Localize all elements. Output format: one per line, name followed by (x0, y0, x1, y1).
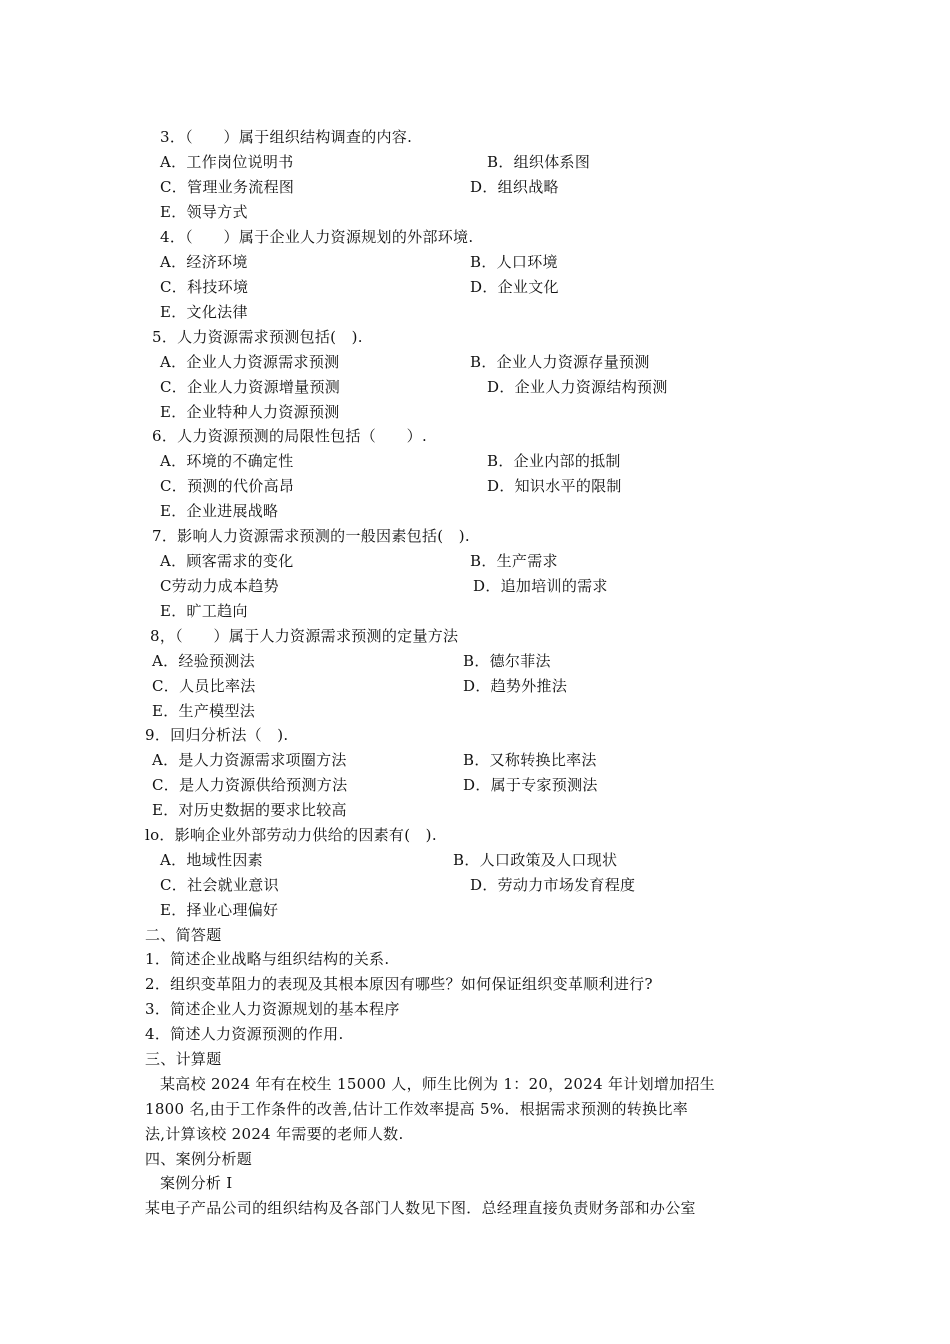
question-7-option-b: B．生产需求 (470, 552, 558, 570)
question-10-option-b: B．人口政策及人口现状 (453, 851, 618, 869)
question-3-option-d: D．组织战略 (470, 178, 559, 196)
question-5-option-d: D．企业人力资源结构预测 (487, 378, 668, 396)
calculation-line-1: 某高校 2024 年有在校生 15000 人，师生比例为 1：20，2024 年计划增加招生 (160, 1075, 716, 1093)
question-10-stem: lo．影响企业外部劳动力供给的因素有( ). (145, 826, 437, 844)
question-4-option-a: A．经济环境 (160, 253, 248, 271)
short-answer-item-3: 3．简述企业人力资源规划的基本程序 (145, 1000, 400, 1018)
question-10-option-e: E．择业心理偏好 (160, 901, 279, 919)
question-8-option-d: D．趋势外推法 (463, 677, 568, 695)
section-4-heading: 四、案例分析题 (145, 1150, 253, 1168)
question-7-option-d: D．追加培训的需求 (473, 577, 608, 595)
question-5-stem: 5．人力资源需求预测包括( ). (152, 328, 363, 346)
question-10-option-d: D．劳动力市场发育程度 (470, 876, 636, 894)
question-9-option-d: D．属于专家预测法 (463, 776, 598, 794)
case-title: 案例分析 I (160, 1174, 233, 1192)
question-7-option-e: E．旷工趋向 (160, 602, 248, 620)
question-8-option-a: A．经验预测法 (152, 652, 255, 670)
question-6-option-a: A．环境的不确定性 (160, 452, 294, 470)
question-5-option-b: B．企业人力资源存量预测 (470, 353, 650, 371)
question-3-stem: 3．（ ）属于组织结构调查的内容. (160, 128, 413, 146)
question-8-option-e: E．生产模型法 (152, 702, 256, 720)
section-3-heading: 三、计算题 (145, 1050, 222, 1068)
question-4-stem: 4．（ ）属于企业人力资源规划的外部环境. (160, 228, 474, 246)
question-9-stem: 9．回归分析法（ ). (145, 726, 289, 744)
question-5-option-c: C．企业人力资源增量预测 (160, 378, 341, 396)
question-5-option-a: A．企业人力资源需求预测 (160, 353, 340, 371)
question-4-option-c: C．科技环境 (160, 278, 249, 296)
question-9-option-a: A．是人力资源需求项圈方法 (152, 751, 347, 769)
short-answer-item-2: 2．组织变革阻力的表现及其根本原因有哪些？如何保证组织变革顺利进行? (145, 975, 653, 993)
question-4-option-e: E．文化法律 (160, 303, 248, 321)
question-6-stem: 6．人力资源预测的局限性包括（ ）. (152, 427, 428, 445)
question-7-stem: 7．影响人力资源需求预测的一般因素包括( ). (152, 527, 470, 545)
calculation-line-2: 1800 名,由于工作条件的改善,估计工作效率提高 5%．根据需求预测的转换比率 (145, 1100, 689, 1118)
question-3-option-c: C．管理业务流程图 (160, 178, 295, 196)
question-4-option-d: D．企业文化 (470, 278, 559, 296)
question-6-option-c: C．预测的代价高昂 (160, 477, 295, 495)
question-5-option-e: E．企业特种人力资源预测 (160, 403, 340, 421)
question-10-option-a: A．地域性因素 (160, 851, 263, 869)
calculation-line-3: 法,计算该校 2024 年需要的老师人数. (145, 1125, 404, 1143)
question-9-option-b: B．又称转换比率法 (463, 751, 597, 769)
question-10-option-c: C．社会就业意识 (160, 876, 279, 894)
section-2-heading: 二、简答题 (145, 926, 222, 944)
short-answer-item-4: 4．简述人力资源预测的作用. (145, 1025, 344, 1043)
question-6-option-b: B．企业内部的抵制 (487, 452, 621, 470)
question-8-option-c: C．人员比率法 (152, 677, 256, 695)
question-8-option-b: B．德尔菲法 (463, 652, 551, 670)
question-7-option-c: C劳动力成本趋势 (160, 577, 279, 595)
question-6-option-d: D．知识水平的限制 (487, 477, 622, 495)
question-6-option-e: E．企业进展战略 (160, 502, 279, 520)
short-answer-item-1: 1．简述企业战略与组织结构的关系. (145, 950, 390, 968)
case-text-line: 某电子产品公司的组织结构及各部门人数见下图．总经理直接负责财务部和办公室 (145, 1199, 696, 1217)
question-7-option-a: A．顾客需求的变化 (160, 552, 294, 570)
question-4-option-b: B．人口环境 (470, 253, 558, 271)
question-3-option-e: E．领导方式 (160, 203, 248, 221)
question-3-option-a: A．工作岗位说明书 (160, 153, 294, 171)
question-9-option-c: C．是人力资源供给预测方法 (152, 776, 348, 794)
question-9-option-e: E．对历史数据的要求比较高 (152, 801, 347, 819)
question-8-stem: 8，（ ）属于人力资源需求预测的定量方法 (150, 627, 459, 645)
question-3-option-b: B．组织体系图 (487, 153, 591, 171)
